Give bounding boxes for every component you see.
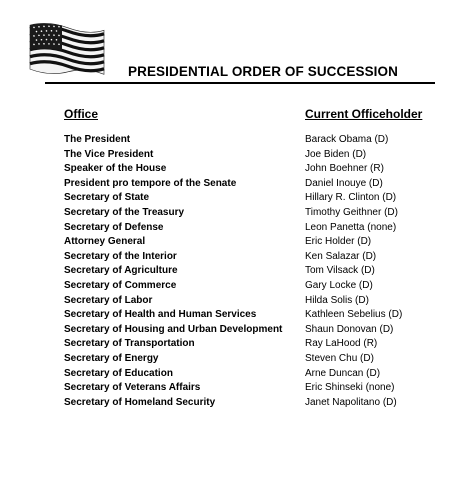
table-body <box>64 134 444 411</box>
holder-cell: Ken Salazar (D) <box>305 250 377 262</box>
table-row <box>64 382 444 397</box>
table-row <box>64 397 444 412</box>
table-row <box>64 207 444 222</box>
office-cell: Secretary of the Interior <box>64 250 177 262</box>
office-cell: Secretary of Homeland Security <box>64 396 216 408</box>
table-row <box>64 163 444 178</box>
table-row <box>64 324 444 339</box>
office-cell: Secretary of Education <box>64 367 173 379</box>
table-row <box>64 236 444 251</box>
office-cell: The President <box>64 134 131 145</box>
table-row <box>64 192 444 207</box>
holder-cell: Arne Duncan (D) <box>305 367 381 379</box>
title-divider <box>45 82 435 84</box>
office-cell: Secretary of Defense <box>64 221 164 233</box>
office-cell: Secretary of Housing and Urban Development <box>64 323 283 335</box>
table-row <box>64 295 444 310</box>
office-cell: Secretary of Transportation <box>64 338 195 350</box>
holder-cell: Hilda Solis (D) <box>305 294 369 306</box>
holder-cell: Eric Holder (D) <box>305 236 372 248</box>
office-column-header: Office <box>64 107 99 121</box>
office-cell: Attorney General <box>64 236 146 248</box>
table-row <box>64 134 444 149</box>
table-row <box>64 178 444 193</box>
table-row <box>64 222 444 237</box>
table-row <box>64 280 444 295</box>
table-row <box>64 309 444 324</box>
holder-cell: Timothy Geithner (D) <box>305 206 398 218</box>
table-row <box>64 353 444 368</box>
us-flag-icon <box>28 22 106 78</box>
succession-table <box>64 107 444 411</box>
office-cell: Secretary of Agriculture <box>64 265 178 277</box>
holder-cell: Janet Napolitano (D) <box>305 396 397 408</box>
table-row <box>64 265 444 280</box>
holder-cell: Ray LaHood (R) <box>305 338 378 350</box>
holder-cell: Tom Vilsack (D) <box>305 265 375 277</box>
holder-cell: Leon Panetta (none) <box>305 221 397 233</box>
holder-cell: Shaun Donovan (D) <box>305 323 394 335</box>
holder-cell: Hillary R. Clinton (D) <box>305 192 397 204</box>
office-cell: Secretary of Labor <box>64 294 153 306</box>
holder-cell: Daniel Inouye (D) <box>305 177 383 189</box>
office-cell: Secretary of State <box>64 192 150 204</box>
office-cell: Secretary of Commerce <box>64 279 177 291</box>
office-cell: President pro tempore of the Senate <box>64 177 237 189</box>
table-row <box>64 338 444 353</box>
table-row <box>64 251 444 266</box>
office-cell: The Vice President <box>64 148 154 160</box>
office-cell: Secretary of Health and Human Services <box>64 309 257 321</box>
office-cell: Secretary of the Treasury <box>64 206 185 218</box>
holder-cell: John Boehner (R) <box>305 163 384 175</box>
holder-cell: Eric Shinseki (none) <box>305 382 395 394</box>
table-row <box>64 149 444 164</box>
holder-column-header: Current Officeholder <box>305 107 423 121</box>
holder-cell: Gary Locke (D) <box>305 279 373 291</box>
holder-cell: Barack Obama (D) <box>305 134 389 145</box>
table-row <box>64 368 444 383</box>
holder-cell: Joe Biden (D) <box>305 148 367 160</box>
holder-cell: Kathleen Sebelius (D) <box>305 309 403 321</box>
document-title: PRESIDENTIAL ORDER OF SUCCESSION <box>128 64 398 79</box>
holder-cell: Steven Chu (D) <box>305 352 374 364</box>
office-cell: Secretary of Veterans Affairs <box>64 382 201 394</box>
table-header <box>64 107 444 127</box>
office-cell: Speaker of the House <box>64 163 167 175</box>
office-cell: Secretary of Energy <box>64 352 159 364</box>
